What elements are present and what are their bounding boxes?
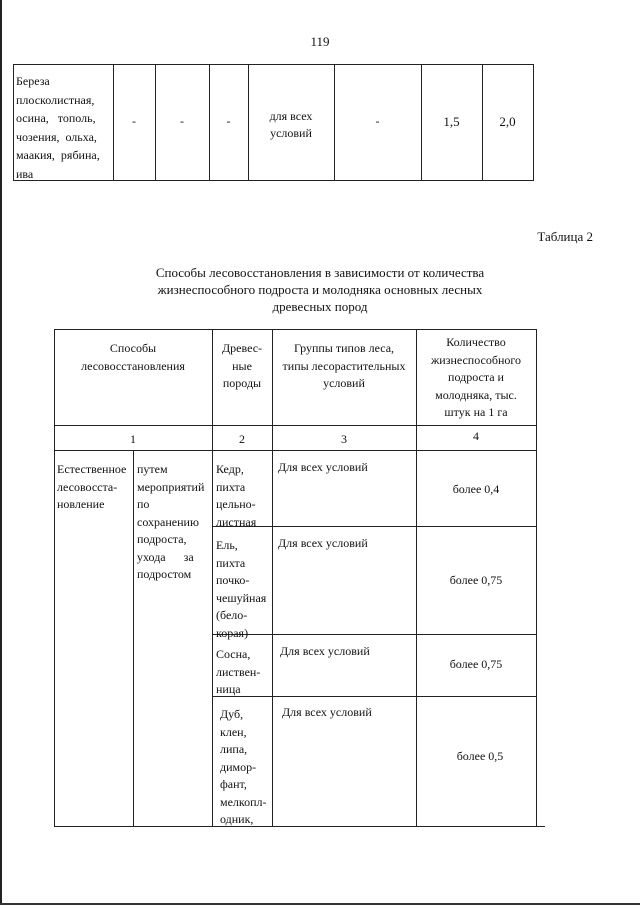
header-line: Способы: [109, 341, 157, 355]
page-number: 119: [310, 34, 330, 49]
species-line: Ель,: [216, 538, 238, 552]
method-line: мероприятий: [137, 479, 205, 494]
species-line: ива: [16, 166, 34, 181]
header-line: подроста и: [448, 370, 504, 384]
method-main-cell: [57, 461, 131, 514]
table2-line-v: [212, 329, 213, 826]
table2-line-h: [54, 425, 537, 426]
table1-cell-3: -: [180, 114, 184, 128]
method-line: Естественное: [57, 462, 127, 476]
species-line: чозения, ольха,: [16, 129, 97, 144]
header-methods: [54, 340, 212, 375]
conditions-line: условий: [270, 126, 312, 140]
table1-col-line: [13, 64, 14, 181]
header-line: штук на 1 га: [444, 405, 508, 419]
species-line: мелкопл-: [220, 794, 267, 809]
table1-conditions-cell: [248, 108, 334, 142]
table2-line-v: [54, 329, 55, 826]
column-number: 1: [130, 432, 136, 446]
header-line: типы лесорастительных: [282, 358, 406, 373]
table-title-line: Способы лесовосстановления в зависимости от количества: [155, 265, 485, 280]
table2-line-h: [54, 826, 545, 827]
header-line: Древес-: [221, 341, 263, 355]
species-line: Береза: [16, 74, 50, 88]
table1-cell-4: -: [226, 114, 231, 128]
species-line: фант,: [220, 777, 247, 791]
table1-border-top: [13, 64, 534, 65]
header-line: Количество: [446, 335, 506, 349]
method-line: новление: [57, 497, 105, 511]
header-quantity: [416, 334, 536, 422]
column-number: 2: [239, 432, 245, 446]
table-title: [0, 264, 640, 315]
header-line: молодняка, тыс.: [435, 387, 517, 402]
table1-cell-7: 1,5: [443, 114, 460, 129]
species-line: (бело-: [216, 608, 248, 622]
conditions-line: для всех: [269, 109, 313, 123]
method-line: лесовосста-: [57, 479, 118, 494]
species-line: пихта: [216, 555, 246, 570]
species-line: ница: [216, 682, 241, 696]
species-line: пихта: [216, 479, 246, 494]
table2-line-h: [54, 329, 537, 330]
method-line: путем: [137, 462, 168, 476]
method-line: ухода за: [137, 549, 194, 564]
species-line: димор-: [220, 759, 257, 774]
species-line: одник,: [220, 812, 254, 826]
quantity-cell: более 0,75: [449, 657, 503, 671]
group-cell: Для всех условий: [278, 460, 368, 474]
table2-line-v: [133, 450, 134, 826]
column-number: 3: [341, 432, 347, 446]
method-line: подроста,: [137, 532, 187, 546]
method-line: подростом: [137, 567, 192, 581]
header-line: лесовосстановления: [81, 358, 185, 373]
method-line: сохранению: [137, 514, 199, 529]
species-line: цельно-: [216, 497, 256, 511]
group-cell: Для всех условий: [280, 644, 370, 658]
table-title-line: древесных пород: [272, 299, 368, 314]
method-line: по: [137, 497, 150, 511]
species-line: почко-: [216, 573, 250, 587]
table1-cell-8: 2,0: [499, 114, 516, 129]
header-groups: [272, 340, 416, 393]
header-line: условий: [323, 376, 365, 390]
quantity-cell: более 0,4: [452, 482, 500, 496]
species-line: корая): [216, 625, 249, 640]
species-line: листная: [216, 514, 257, 529]
column-number: 4: [473, 429, 479, 443]
header-line: ные: [232, 358, 252, 373]
table2-line-h: [54, 450, 537, 451]
header-line: Группы типов леса,: [293, 341, 395, 355]
species-line: липа,: [220, 742, 248, 756]
table-title-line: жизнеспособного подроста и молодняка основных лесных: [157, 282, 483, 297]
species-line: листвен-: [216, 664, 261, 679]
header-species: [212, 340, 272, 393]
species-line: Дуб,: [220, 707, 244, 721]
species-cell: [216, 537, 272, 642]
species-line: Сосна,: [216, 647, 251, 661]
species-line: плосколистная,: [16, 92, 95, 107]
method-sub-cell: [137, 461, 211, 584]
species-cell: [216, 646, 272, 699]
group-cell: Для всех условий: [282, 705, 372, 719]
page-left-edge: [0, 0, 2, 905]
table1-col-line: [533, 64, 534, 181]
table1-cell-6: -: [375, 114, 380, 128]
species-line: клен,: [220, 724, 247, 739]
table-label: Таблица 2: [537, 229, 593, 244]
species-line: маакия, рябина,: [16, 148, 100, 162]
species-line: чешуйная: [216, 590, 267, 605]
quantity-cell: более 0,5: [456, 749, 504, 763]
species-cell: [220, 706, 274, 829]
header-line: породы: [222, 376, 262, 390]
group-cell: Для всех условий: [278, 536, 368, 550]
species-cell: [216, 461, 272, 531]
species-line: Кедр,: [216, 462, 244, 476]
header-line: жизнеспособного: [430, 352, 522, 367]
table1-species-cell: [16, 72, 113, 183]
table1-cell-2: -: [132, 114, 136, 128]
species-line: осина, тополь,: [16, 111, 96, 125]
quantity-cell: более 0,75: [449, 573, 503, 587]
